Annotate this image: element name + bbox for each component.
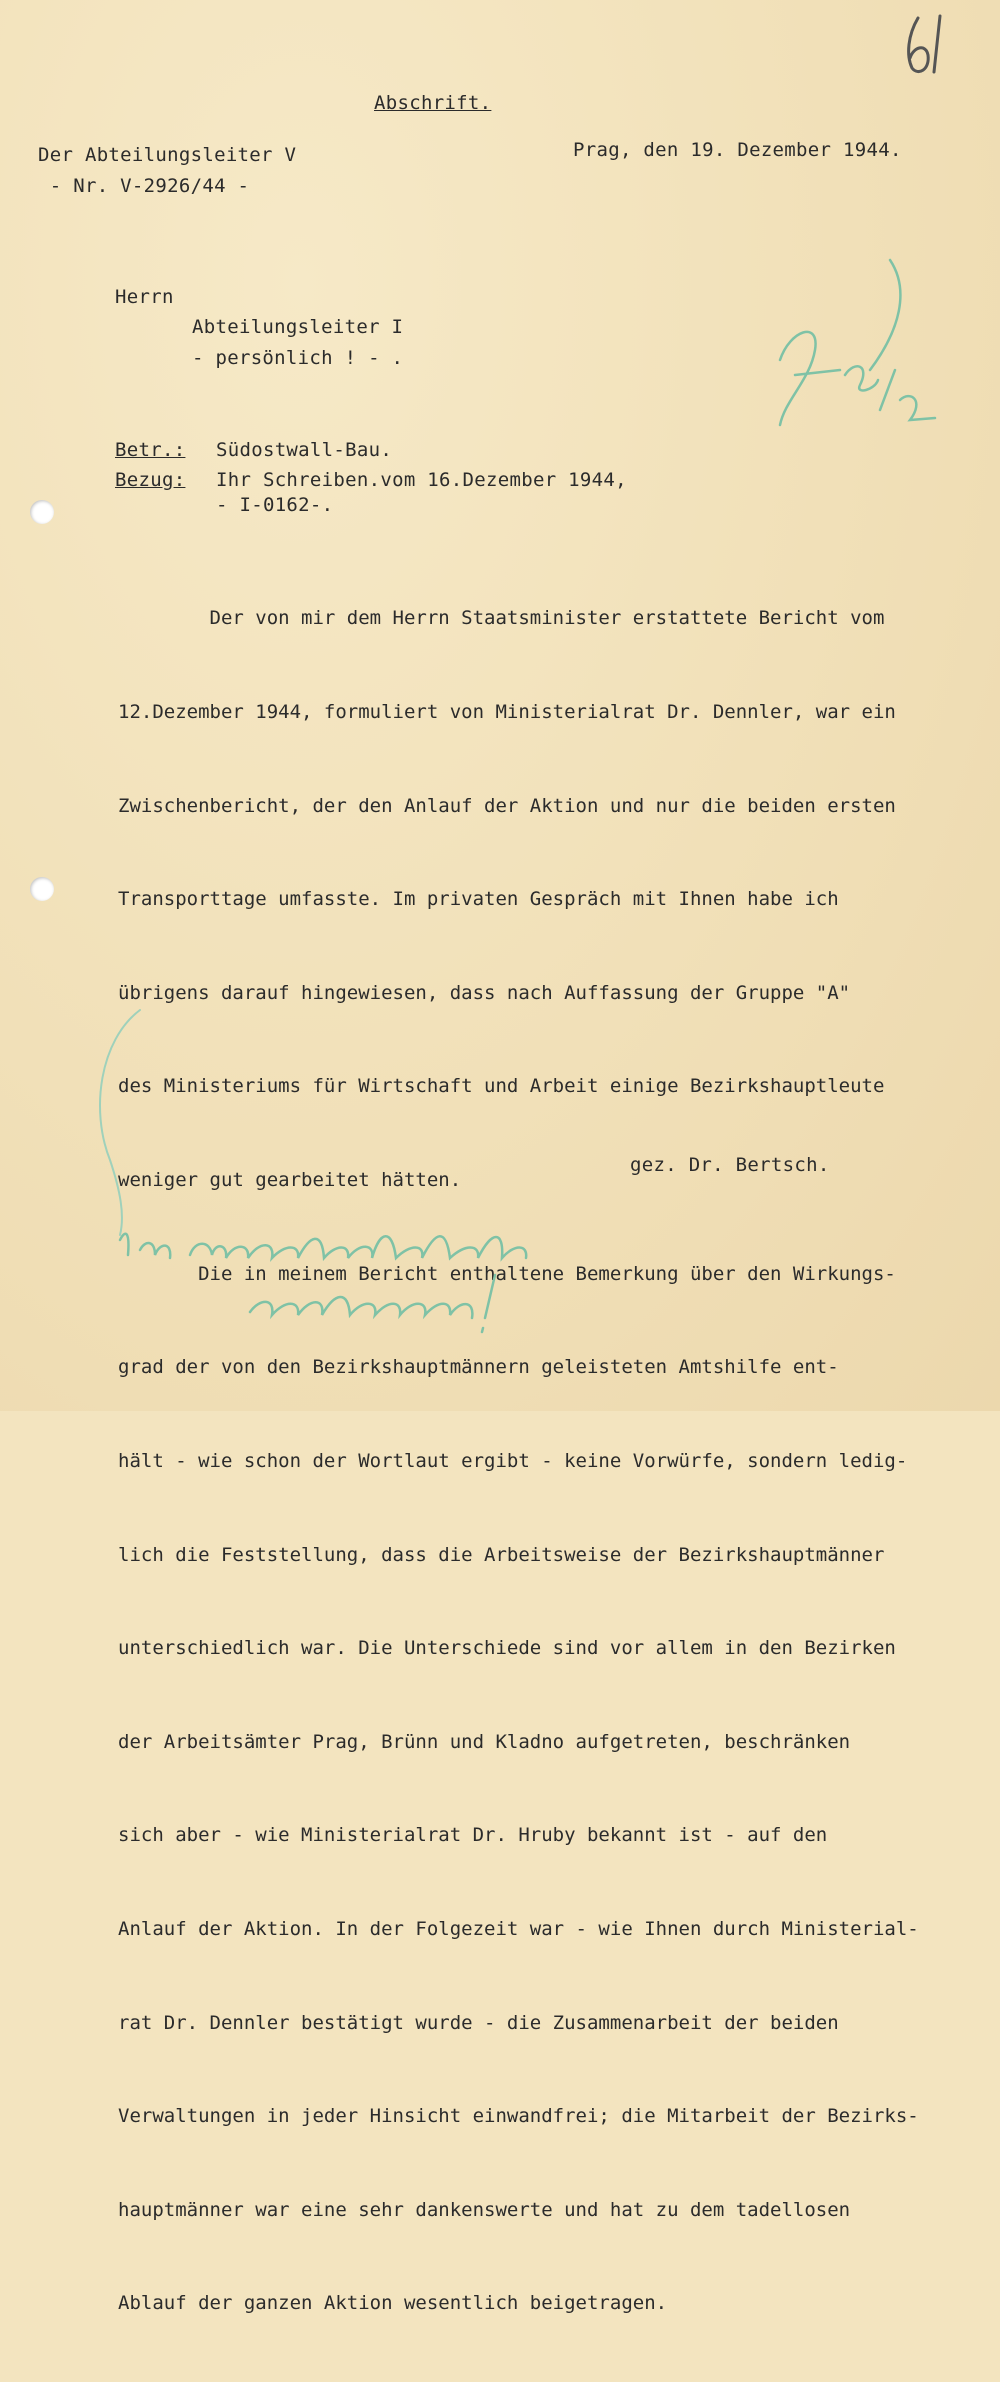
body-line: Transporttage umfasste. Im privaten Gespräch mit Ihnen habe ich [118,888,839,911]
handwritten-initial-mark [760,250,940,450]
punch-hole-top [30,500,54,524]
body-line: Anlauf der Aktion. In der Folgezeit war - wie Ihnen durch Ministerial- [118,1917,919,1940]
body-line: lich die Feststellung, dass die Arbeitsweise der Bezirkshauptmänner [118,1543,885,1566]
body-line: Die in meinem Bericht enthaltene Bemerkung über den Wirkungs- [118,1262,896,1285]
body-line: weniger gut gearbeitet hätten. [118,1169,462,1192]
punch-hole-bottom [30,877,54,901]
handwritten-green-note [100,1200,560,1340]
handwritten-page-number [900,10,960,80]
addressee-title: Abteilungsleiter I [192,316,404,338]
body-line: unterschiedlich war. Die Unterschiede sind vor allem in den Bezirken [118,1637,896,1660]
subject-text: Südostwall-Bau. [216,439,393,461]
body-line: übrigens darauf hingewiesen, dass nach Auffassung der Gruppe "A" [118,981,851,1004]
body-line: Verwaltungen in jeder Hinsicht einwandfrei; die Mitarbeit der Bezirks- [118,2105,919,2128]
reference-label: Bezug: [115,469,186,491]
addressee-salutation: Herrn [115,286,174,308]
body-line: Ablauf der ganzen Aktion wesentlich beigetragen. [118,2292,668,2315]
body-line: grad der von den Bezirkshauptmännern geleisteten Amtshilfe ent- [118,1356,839,1379]
body-line: hält - wie schon der Wortlaut ergibt - keine Vorwürfe, sondern ledig- [118,1449,908,1472]
body-line: sich aber - wie Ministerialrat Dr. Hruby bekannt ist - auf den [118,1824,828,1847]
addressee-note: - persönlich ! - . [192,347,404,369]
document-date: Prag, den 19. Dezember 1944. [573,139,902,161]
letter-body [118,541,978,2382]
sender-line-1: Der Abteilungsleiter V [38,144,297,166]
reference-number: - I-0162-. [216,494,334,516]
body-line: des Ministeriums für Wirtschaft und Arbeit einige Bezirkshauptleute [118,1075,885,1098]
signature: gez. Dr. Bertsch. [630,1154,830,1176]
body-line: hauptmänner war eine sehr dankenswerte und hat zu dem tadellosen [118,2198,851,2221]
reference-text: Ihr Schreiben.vom 16.Dezember 1944, [216,469,627,491]
body-line: 12.Dezember 1944, formuliert von Ministerialrat Dr. Dennler, war ein [118,701,896,724]
document-title: Abschrift. [374,92,492,114]
body-line: der Arbeitsämter Prag, Brünn und Kladno aufgetreten, beschränken [118,1730,851,1753]
sender-reference-number: - Nr. V-2926/44 - [38,175,250,197]
subject-label: Betr.: [115,439,186,461]
body-line: Der von mir dem Herrn Staatsminister erstattete Bericht vom [118,607,885,630]
body-line: Zwischenbericht, der den Anlauf der Aktion und nur die beiden ersten [118,794,896,817]
body-line: rat Dr. Dennler bestätigt wurde - die Zusammenarbeit der beiden [118,2011,839,2034]
